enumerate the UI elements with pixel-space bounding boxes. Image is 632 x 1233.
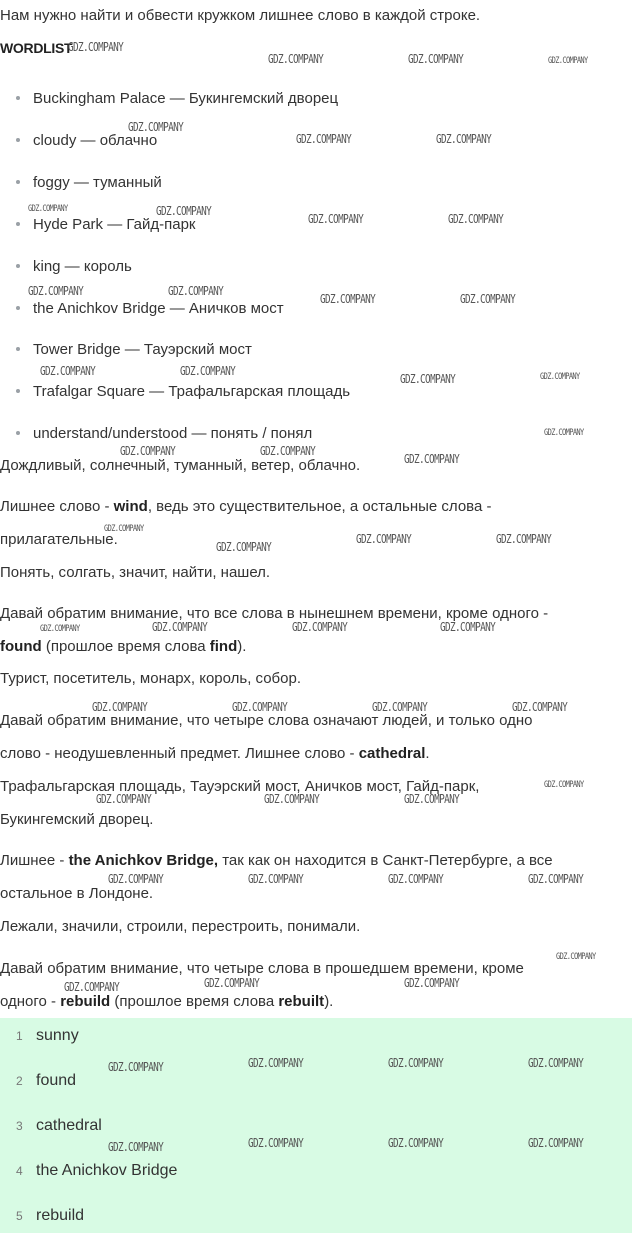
watermark: GDZ.COMPANY — [128, 120, 184, 134]
watermark: GDZ.COMPANY — [92, 700, 148, 714]
watermark: GDZ.COMPANY — [440, 620, 496, 634]
bullet-icon — [16, 431, 20, 435]
watermark: GDZ.COMPANY — [292, 620, 348, 634]
watermark: GDZ.COMPANY — [248, 1056, 304, 1070]
answer-item: 1 sunny — [16, 1027, 79, 1044]
watermark: GDZ.COMPANY — [404, 452, 460, 466]
watermark: GDZ.COMPANY — [408, 52, 464, 66]
bullet-icon — [16, 96, 20, 100]
watermark: GDZ.COMPANY — [268, 52, 324, 66]
wordlist-item: Buckingham Palace — Букингемский дворец — [16, 90, 338, 107]
watermark: GDZ.COMPANY — [108, 1140, 164, 1154]
watermark: GDZ.COMPANY — [40, 624, 80, 634]
watermark: GDZ.COMPANY — [232, 700, 288, 714]
watermark: GDZ.COMPANY — [512, 700, 568, 714]
watermark: GDZ.COMPANY — [544, 428, 584, 438]
text-line: Лишнее - the Anichkov Bridge, так как он находится в Санкт-Петербурге, а все — [0, 852, 553, 869]
wordlist-item: Trafalgar Square — Трафальгарская площадь — [16, 383, 350, 400]
text-line: прилагательные. — [0, 531, 118, 548]
watermark: GDZ.COMPANY — [108, 872, 164, 886]
watermark: GDZ.COMPANY — [436, 132, 492, 146]
watermark: GDZ.COMPANY — [460, 292, 516, 306]
watermark: GDZ.COMPANY — [108, 1060, 164, 1074]
wordlist-item: king — король — [16, 258, 132, 275]
text-line: Давай обратим внимание, что все слова в нынешнем времени, кроме одного - — [0, 605, 549, 622]
watermark: GDZ.COMPANY — [180, 364, 236, 378]
watermark: GDZ.COMPANY — [528, 1136, 584, 1150]
wordlist-item: Tower Bridge — Тауэрский мост — [16, 341, 252, 358]
text-line: found (прошлое время слова find). — [0, 638, 247, 655]
watermark: GDZ.COMPANY — [356, 532, 412, 546]
watermark: GDZ.COMPANY — [388, 1056, 444, 1070]
text-line: Трафальгарская площадь, Тауэрский мост, Аничков мост, Гайд-парк, — [0, 778, 480, 795]
watermark: GDZ.COMPANY — [104, 524, 144, 534]
watermark: GDZ.COMPANY — [404, 792, 460, 806]
watermark: GDZ.COMPANY — [260, 444, 316, 458]
watermark: GDZ.COMPANY — [264, 792, 320, 806]
watermark: GDZ.COMPANY — [248, 1136, 304, 1150]
wordlist-item: foggy — туманный — [16, 174, 162, 191]
wordlist-title: WORDLIST — [0, 40, 73, 56]
watermark: GDZ.COMPANY — [296, 132, 352, 146]
text-line: Лишнее слово - wind, ведь это существительное, а остальные слова - — [0, 498, 492, 515]
text-line: одного - rebuild (прошлое время слова rebuilt). — [0, 993, 334, 1010]
watermark: GDZ.COMPANY — [40, 364, 96, 378]
answer-item: 3 cathedral — [16, 1117, 102, 1134]
watermark: GDZ.COMPANY — [556, 952, 596, 962]
bullet-icon — [16, 306, 20, 310]
text-line: Лежали, значили, строили, перестроить, понимали. — [0, 918, 361, 935]
watermark: GDZ.COMPANY — [216, 540, 272, 554]
watermark: GDZ.COMPANY — [96, 792, 152, 806]
wordlist-item: understand/understood — понять / понял — [16, 425, 312, 442]
instruction-text: Нам нужно найти и обвести кружком лишнее слово в каждой строке. — [0, 7, 481, 24]
bullet-icon — [16, 138, 20, 142]
watermark: GDZ.COMPANY — [388, 872, 444, 886]
bullet-icon — [16, 389, 20, 393]
watermark: GDZ.COMPANY — [28, 284, 84, 298]
text-line: Давай обратим внимание, что четыре слова означают людей, и только одно — [0, 712, 533, 729]
text-line: Дождливый, солнечный, туманный, ветер, облачно. — [0, 457, 361, 474]
watermark: GDZ.COMPANY — [528, 872, 584, 886]
watermark: GDZ.COMPANY — [372, 700, 428, 714]
watermark: GDZ.COMPANY — [120, 444, 176, 458]
watermark: GDZ.COMPANY — [496, 532, 552, 546]
text-line: Понять, солгать, значит, найти, нашел. — [0, 564, 271, 581]
answer-item: 2 found — [16, 1072, 77, 1089]
wordlist-item: the Anichkov Bridge — Аничков мост — [16, 300, 284, 317]
bullet-icon — [16, 347, 20, 351]
text-line: Букингемский дворец. — [0, 811, 154, 828]
text-line: слово - неодушевленный предмет. Лишнее слово - cathedral. — [0, 745, 430, 762]
bullet-icon — [16, 264, 20, 268]
watermark: GDZ.COMPANY — [68, 40, 124, 54]
text-line: Давай обратим внимание, что четыре слова в прошедшем времени, кроме — [0, 960, 524, 977]
watermark: GDZ.COMPANY — [64, 980, 120, 994]
watermark: GDZ.COMPANY — [152, 620, 208, 634]
watermark: GDZ.COMPANY — [400, 372, 456, 386]
answer-item: 4 the Anichkov Bridge — [16, 1162, 178, 1179]
wordlist-item: Hyde Park — Гайд-парк — [16, 216, 195, 233]
watermark: GDZ.COMPANY — [540, 372, 580, 382]
watermark: GDZ.COMPANY — [248, 872, 304, 886]
watermark: GDZ.COMPANY — [156, 204, 212, 218]
watermark: GDZ.COMPANY — [528, 1056, 584, 1070]
answer-item: 5 rebuild — [16, 1207, 85, 1224]
watermark: GDZ.COMPANY — [544, 780, 584, 790]
watermark: GDZ.COMPANY — [308, 212, 364, 226]
bullet-icon — [16, 180, 20, 184]
wordlist-item: cloudy — облачно — [16, 132, 157, 149]
watermark: GDZ.COMPANY — [404, 976, 460, 990]
watermark: GDZ.COMPANY — [168, 284, 224, 298]
watermark: GDZ.COMPANY — [204, 976, 260, 990]
watermark: GDZ.COMPANY — [388, 1136, 444, 1150]
watermark: GDZ.COMPANY — [320, 292, 376, 306]
watermark: GDZ.COMPANY — [548, 56, 588, 66]
text-line: остальное в Лондоне. — [0, 885, 154, 902]
bullet-icon — [16, 222, 20, 226]
watermark: GDZ.COMPANY — [448, 212, 504, 226]
text-line: Турист, посетитель, монарх, король, собор. — [0, 670, 301, 687]
watermark: GDZ.COMPANY — [28, 204, 68, 214]
